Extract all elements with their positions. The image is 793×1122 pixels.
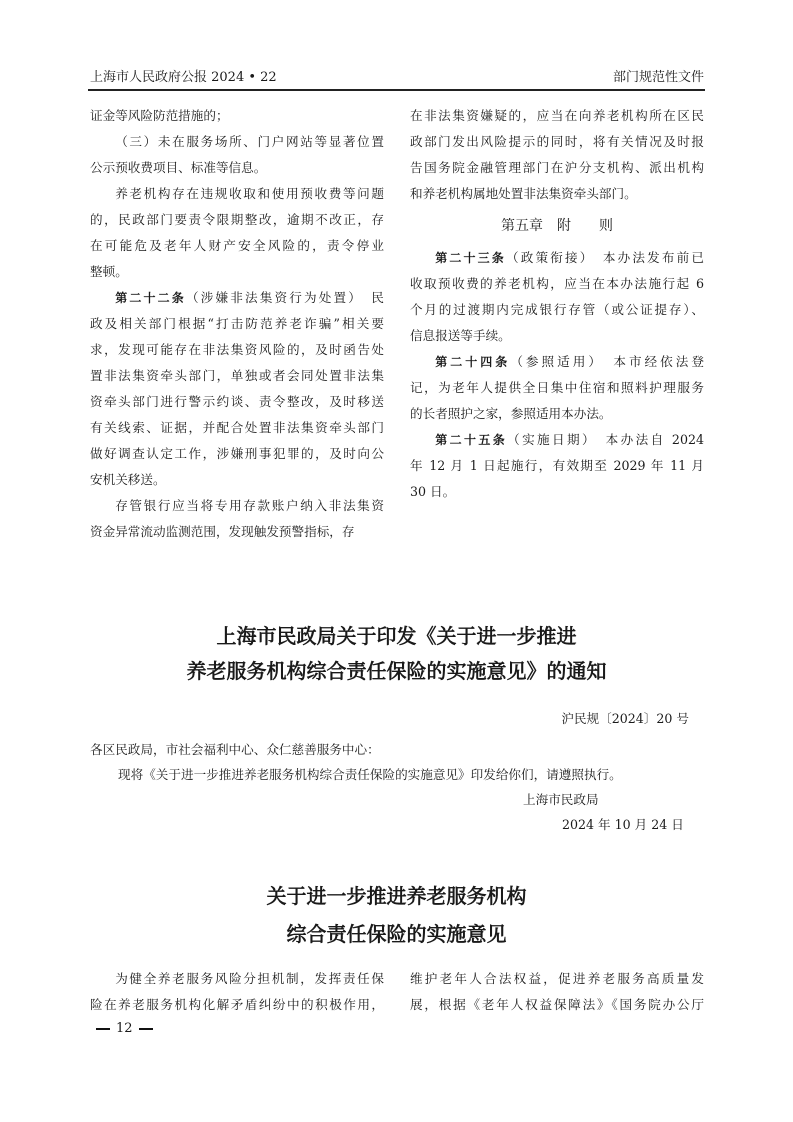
text-line: 展，根据《老年人权益保障法》《国务院办公厅 [410, 997, 704, 1012]
text-line: 资牵头部门进行警示约谈、责令整改，及时移送 [90, 394, 384, 409]
text-line: 险在养老服务机构化解矛盾纠纷中的积极作用， [90, 997, 384, 1012]
article-text: （政策衔接） 本办法发布前已 [505, 250, 704, 265]
text-line: 记，为老年人提供全日集中住宿和照料护理服务 [410, 380, 704, 395]
text-line: 个月的过渡期内完成银行存管（或公证提存）、 [410, 302, 704, 317]
text-line [410, 349, 704, 375]
issuer: 上海市民政局 [523, 792, 599, 807]
text-line: 存管银行应当将专用存款账户纳入非法集资 [115, 498, 384, 513]
text-line: 30 日。 [410, 484, 456, 499]
text-line: 年 12 月 1 日起施行，有效期至 2029 年 11 月 [410, 458, 704, 473]
text-line: （三）未在服务场所、门户网站等显著位置 [115, 134, 384, 149]
opinion-title-line2: 综合责任保险的实施意见 [286, 922, 507, 946]
article-label: 第二十二条 [115, 291, 186, 305]
chapter-heading: 第五章 附 则 [501, 218, 613, 234]
text-line: 置非法集资牵头部门，单独或者会同处置非法集 [90, 368, 384, 383]
page-number [90, 1021, 159, 1036]
text-line: 资金异常流动监测范围，发现触发预警指标，存 [90, 524, 355, 539]
text-line: 在可能危及老年人财产安全风险的，责令停业 [90, 238, 384, 253]
text-line: 在非法集资嫌疑的，应当在向养老机构所在区民 [410, 108, 704, 123]
text-line: 告国务院金融管理部门在沪分支机构、派出机构 [410, 160, 704, 175]
opinion-right-column [410, 966, 704, 1018]
text-line: 政部门发出风险提示的同时，将有关情况及时报 [410, 134, 704, 149]
text-line: 的长者照护之家，参照适用本办法。 [410, 406, 612, 421]
text-line: 做好调查认定工作，涉嫌刑事犯罪的，及时向公 [90, 446, 384, 461]
text-line: 信息报送等手续。 [410, 328, 511, 343]
text-line: 的，民政部门要责令限期整改，逾期不改正，存 [90, 212, 384, 227]
text-line: 收取预收费的养老机构，应当在本办法施行起 6 [410, 276, 704, 291]
opinion-left-column [90, 966, 384, 1018]
text-line: 维护老年人合法权益，促进养老服务高质量发 [410, 971, 704, 986]
text-line [410, 427, 704, 453]
text-line: 养老机构存在违规收取和使用预收费等问题 [115, 186, 384, 201]
page-number-text: 12 [116, 1021, 133, 1036]
notice-title-line1: 上海市民政局关于印发《关于进一步推进 [216, 624, 577, 648]
recipients: 各区民政局，市社会福利中心、众仁慈善服务中心： [90, 742, 380, 757]
issue-date: 2024 年 10 月 24 日 [562, 817, 684, 832]
article-label: 第二十四条 [435, 355, 511, 369]
text-line: 求，发现可能存在非法集资风险的，及时函告处 [90, 342, 384, 357]
text-line: 为健全养老服务风险分担机制，发挥责任保 [115, 971, 384, 986]
text-line [90, 285, 384, 311]
notice-body: 现将《关于进一步推进养老服务机构综合责任保险的实施意见》印发给你们，请遵照执行。 [118, 767, 622, 782]
text-line: 和养老机构属地处置非法集资牵头部门。 [410, 186, 637, 201]
right-column [410, 103, 704, 505]
doc-number: 沪民规〔2024〕20 号 [561, 711, 689, 726]
text-line: 安机关移送。 [90, 472, 166, 487]
text-line: 证金等风险防范措施的； [90, 108, 229, 123]
notice-title-line2: 养老服务机构综合责任保险的实施意见》的通知 [186, 659, 607, 683]
article-text: （参照适用） 本市经依法登 [510, 354, 704, 369]
left-column [90, 103, 384, 545]
header-rule [88, 89, 705, 91]
section-header: 部门规范性文件 [612, 70, 704, 85]
opinion-title-line1: 关于进一步推进养老服务机构 [266, 884, 527, 908]
article-text: （涉嫌非法集资行为处置） 民 [185, 290, 384, 305]
article-text: （实施日期） 本办法自 2024 [507, 432, 704, 447]
text-line: 政及相关部门根据“打击防范养老诈骗”相关要 [90, 316, 384, 331]
journal-header: 上海市人民政府公报 2024 • 22 [90, 70, 277, 85]
text-line [410, 245, 704, 271]
text-line: 公示预收费项目、标准等信息。 [90, 160, 267, 175]
article-label: 第二十三条 [435, 251, 506, 265]
article-label: 第二十五条 [435, 433, 508, 447]
text-line: 有关线索、证据，并配合处置非法集资牵头部门 [90, 420, 384, 435]
text-line: 整顿。 [90, 264, 128, 279]
